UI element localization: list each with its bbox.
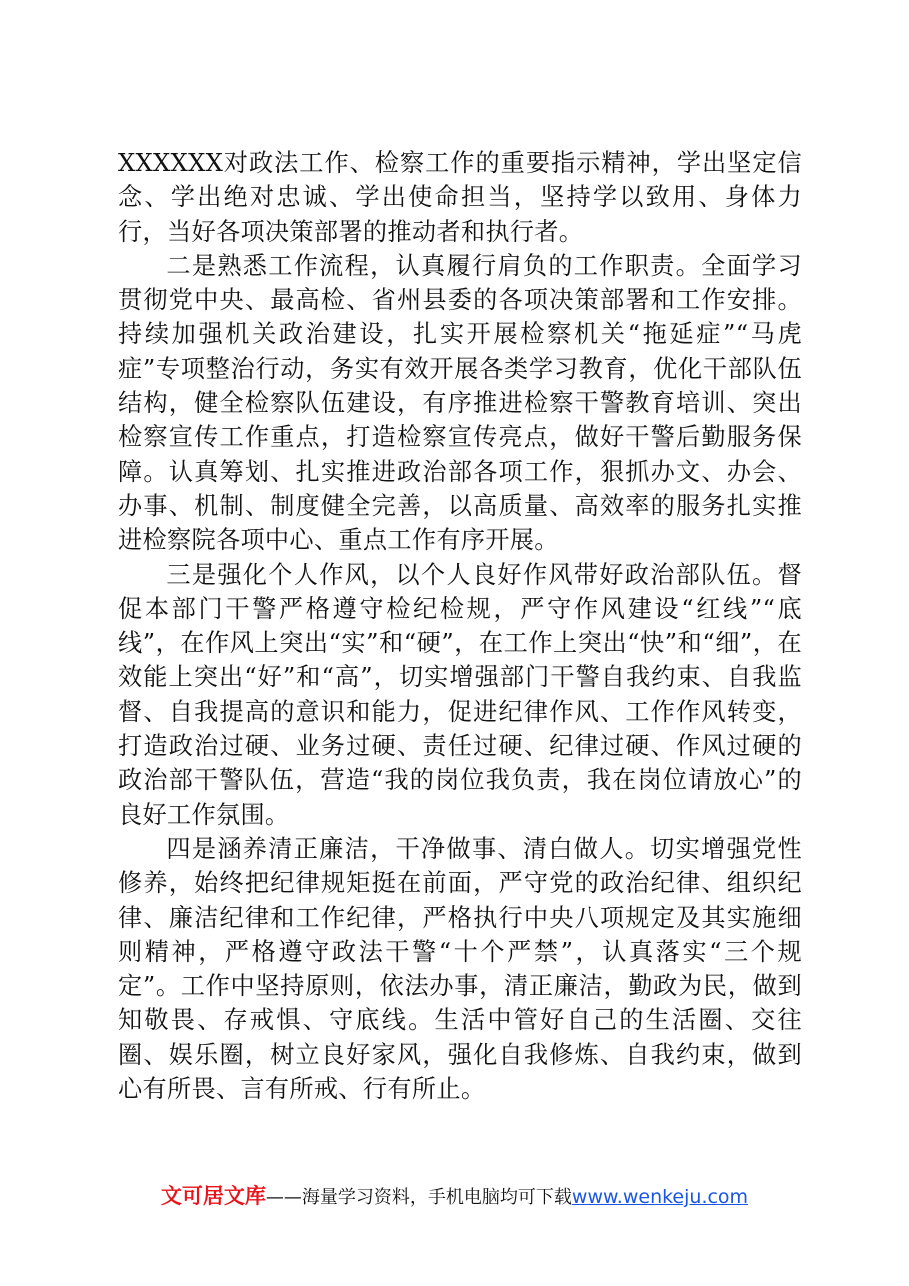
document-body [118,146,802,1106]
paragraph-continuation: XXXXXX对政法工作、检察工作的重要指示精神，学出坚定信念、学出绝对忠诚、学出使命担当，坚持学以致用、身体力行，当好各项决策部署的推动者和执行者。 [118,149,802,246]
paragraph-point-three: 三是强化个人作风，以个人良好作风带好政治部队伍。督促本部门干警严格遵守检纪检规，严守作风建设“红线”“底线”，在作风上突出“实”和“硬”，在工作上突出“快”和“细”，在效能上突出“好”和“高”，切实增强部门干警自我约束、自我监督、自我提高的意识和能力，促进纪律作风、工作作风转变，打造政治过硬、业务过硬、责任过硬、纪律过硬、作风过硬的政治部干警队伍，营造“我的岗位我负责，我在岗位请放心”的良好工作氛围。 [118,560,802,829]
footer-brand: 文可居文库 [160,1184,266,1208]
paragraph-point-four: 四是涵养清正廉洁，干净做事、清白做人。切实增强党性修养，始终把纪律规矩挺在前面，严守党的政治纪律、组织纪律、廉洁纪律和工作纪律，严格执行中央八项规定及其实施细则精神，严格遵守政法干警“十个严禁”，认真落实“三个规定”。工作中坚持原则，依法办事，清正廉洁，勤政为民，做到知敬畏、存戒惧、守底线。生活中管好自己的生活圈、交往圈、娱乐圈，树立良好家风，强化自我修炼、自我约束，做到心有所畏、言有所戒、行有所止。 [118,834,802,1104]
paragraph-point-two: 二是熟悉工作流程，认真履行肩负的工作职责。全面学习贯彻党中央、最高检、省州县委的各项决策部署和工作安排。持续加强机关政治建设，扎实开展检察机关“拖延症”“马虎症”专项整治行动，务实有效开展各类学习教育，优化干部队伍结构，健全检察队伍建设，有序推进检察干警教育培训、突出检察宣传工作重点，打造检察宣传亮点，做好干警后勤服务保障。认真筹划、扎实推进政治部各项工作，狠抓办文、办会、办事、机制、制度健全完善，以高质量、高效率的服务扎实推进检察院各项中心、重点工作有序开展。 [118,251,802,555]
footer-banner [0,1180,909,1210]
footer-url-link[interactable]: www.wenkeju.com [571,1186,749,1208]
footer-tagline: ——海量学习资料，手机电脑均可下载 [265,1187,572,1208]
